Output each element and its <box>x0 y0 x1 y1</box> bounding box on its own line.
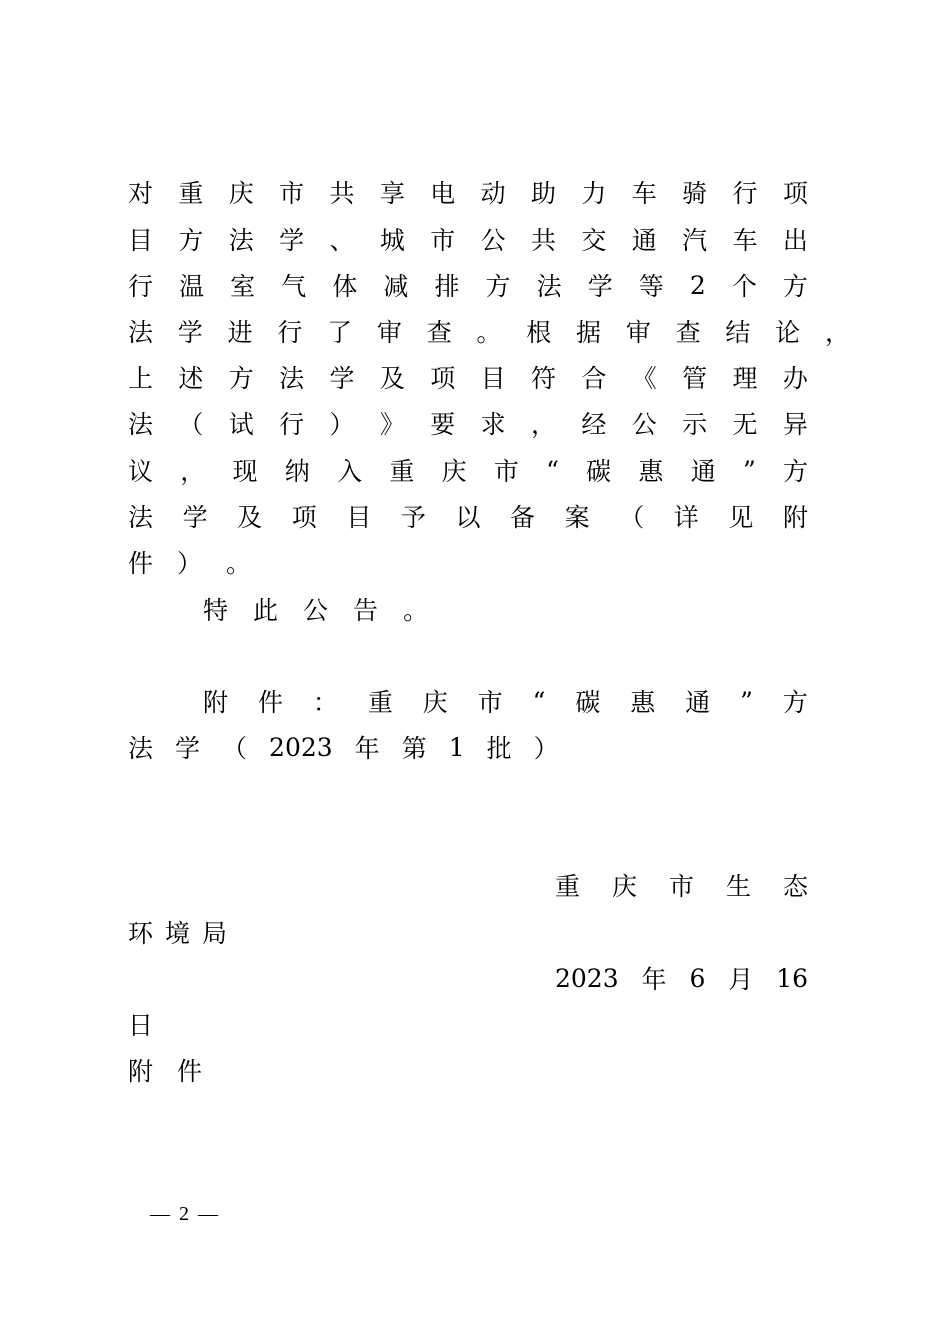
glyph: 法 <box>128 734 154 763</box>
glyph: 符 <box>531 364 557 393</box>
glyph: 惠 <box>630 688 656 717</box>
glyph: 助 <box>531 179 557 208</box>
glyph: 第 <box>401 734 427 763</box>
glyph: ” <box>742 455 756 485</box>
glyph: 法 <box>128 410 154 439</box>
glyph: 对 <box>128 179 154 208</box>
glyph: 要 <box>430 410 456 439</box>
glyph: 上 <box>128 364 154 393</box>
glyph: ， <box>824 318 850 347</box>
glyph: 温 <box>179 272 205 301</box>
glyph: 法 <box>228 226 254 255</box>
glyph: 及 <box>379 364 405 393</box>
closing-statement <box>203 589 883 629</box>
glyph: 体 <box>332 272 358 301</box>
glyph: 。 <box>226 549 252 578</box>
glyph: 查 <box>675 318 701 347</box>
glyph: 件 <box>128 549 154 578</box>
glyph: ） <box>329 410 355 439</box>
glyph: 合 <box>581 364 607 393</box>
issuer-line-1 <box>555 865 808 905</box>
glyph: 态 <box>782 872 808 901</box>
glyph: 方 <box>485 272 511 301</box>
glyph: “ <box>532 686 546 716</box>
glyph: 备 <box>510 503 536 532</box>
glyph: 告 <box>353 596 379 625</box>
glyph: 经 <box>581 410 607 439</box>
glyph: 汽 <box>682 226 708 255</box>
glyph: 法 <box>536 272 562 301</box>
glyph: 学 <box>279 226 305 255</box>
glyph: 目 <box>128 226 154 255</box>
glyph: 了 <box>327 318 353 347</box>
body-line-7 <box>128 450 808 490</box>
glyph: 公 <box>303 596 329 625</box>
body-line-3 <box>128 265 808 305</box>
glyph: 根 <box>526 318 552 347</box>
glyph: 目 <box>346 503 372 532</box>
glyph: 行 <box>277 318 303 347</box>
glyph: （ <box>178 410 204 439</box>
glyph: 、 <box>329 226 355 255</box>
glyph: 电 <box>430 179 456 208</box>
glyph: 等 <box>638 272 664 301</box>
glyph: ， <box>531 410 557 439</box>
glyph: 共 <box>531 226 557 255</box>
glyph: 2023 <box>555 963 619 993</box>
issuer-line-2 <box>128 912 808 952</box>
glyph: 庆 <box>441 457 467 486</box>
attachment-note-line-1 <box>203 681 808 721</box>
glyph: 附 <box>128 1057 154 1086</box>
glyph: 方 <box>782 688 808 717</box>
glyph: ） <box>177 549 203 578</box>
glyph: 管 <box>682 364 708 393</box>
date-line-2 <box>128 1004 808 1044</box>
glyph: 年 <box>354 734 380 763</box>
glyph: 学 <box>177 318 203 347</box>
glyph: 法 <box>128 503 154 532</box>
glyph: 示 <box>682 410 708 439</box>
glyph: 目 <box>480 364 506 393</box>
glyph: 学 <box>587 272 613 301</box>
body-line-4 <box>128 311 850 351</box>
glyph: 市 <box>668 872 694 901</box>
glyph: 庆 <box>228 179 254 208</box>
body-line-5 <box>128 357 808 397</box>
glyph: 及 <box>237 503 263 532</box>
glyph: 市 <box>430 226 456 255</box>
glyph: ： <box>312 688 338 717</box>
glyph: 车 <box>631 179 657 208</box>
glyph: 项 <box>430 364 456 393</box>
glyph: 法 <box>128 318 154 347</box>
glyph: 行 <box>128 272 154 301</box>
glyph: 试 <box>228 410 254 439</box>
glyph: 排 <box>434 272 460 301</box>
glyph: 审 <box>625 318 651 347</box>
glyph: 碳 <box>586 457 612 486</box>
glyph: 项 <box>291 503 317 532</box>
glyph: 理 <box>732 364 758 393</box>
glyph: 方 <box>782 457 808 486</box>
glyph: 年 <box>641 965 667 994</box>
glyph: 境 <box>165 919 191 948</box>
glyph: 碳 <box>575 688 601 717</box>
glyph: 日 <box>128 1011 154 1040</box>
glyph: 1 <box>448 732 465 762</box>
glyph: 异 <box>782 410 808 439</box>
glyph: 力 <box>581 179 607 208</box>
glyph: 气 <box>281 272 307 301</box>
glyph: 查 <box>426 318 452 347</box>
glyph: 《 <box>631 364 657 393</box>
glyph: 。 <box>476 318 502 347</box>
glyph: 重 <box>389 457 415 486</box>
glyph: 个 <box>731 272 757 301</box>
glyph: 》 <box>379 410 405 439</box>
glyph: 骑 <box>682 179 708 208</box>
glyph: 项 <box>782 179 808 208</box>
glyph: 6 <box>689 963 706 993</box>
glyph: 入 <box>337 457 363 486</box>
glyph: 市 <box>493 457 519 486</box>
glyph: （ <box>222 734 248 763</box>
glyph: 进 <box>227 318 253 347</box>
glyph: 据 <box>576 318 602 347</box>
glyph: 重 <box>367 688 393 717</box>
glyph: 方 <box>178 226 204 255</box>
page-number: — 2 — <box>150 1203 220 1225</box>
glyph: 交 <box>581 226 607 255</box>
glyph: 现 <box>232 457 258 486</box>
glyph: 环 <box>128 919 154 948</box>
glyph: 附 <box>203 688 229 717</box>
glyph: 动 <box>480 179 506 208</box>
glyph: 学 <box>175 734 201 763</box>
glyph: 案 <box>564 503 590 532</box>
appendix-label <box>128 1050 808 1090</box>
glyph: 纳 <box>284 457 310 486</box>
glyph: 议 <box>128 457 154 486</box>
glyph: “ <box>546 455 559 485</box>
body-line-9 <box>128 542 808 582</box>
glyph: 件 <box>257 688 283 717</box>
glyph: 述 <box>178 364 204 393</box>
glyph: 。 <box>403 596 429 625</box>
glyph: 详 <box>673 503 699 532</box>
glyph: 公 <box>480 226 506 255</box>
glyph: 庆 <box>422 688 448 717</box>
glyph: 惠 <box>638 457 664 486</box>
glyph: 方 <box>782 272 808 301</box>
glyph: 批 <box>486 734 512 763</box>
glyph: 市 <box>477 688 503 717</box>
glyph: 件 <box>177 1057 203 1086</box>
glyph: 局 <box>202 919 228 948</box>
glyph: 享 <box>379 179 405 208</box>
glyph: 通 <box>690 457 716 486</box>
glyph: （ <box>619 503 645 532</box>
glyph: 附 <box>782 503 808 532</box>
glyph: 审 <box>376 318 402 347</box>
glyph: ） <box>533 734 559 763</box>
glyph: 市 <box>279 179 305 208</box>
glyph: 以 <box>455 503 481 532</box>
glyph: 重 <box>178 179 204 208</box>
glyph: 庆 <box>611 872 637 901</box>
body-line-8 <box>128 496 808 536</box>
glyph: 予 <box>400 503 426 532</box>
glyph: 结 <box>725 318 751 347</box>
attachment-note-line-2 <box>128 727 808 767</box>
glyph: 法 <box>279 364 305 393</box>
glyph: 2023 <box>269 732 333 762</box>
glyph: 特 <box>203 596 229 625</box>
glyph: ” <box>740 686 753 716</box>
glyph: 共 <box>329 179 355 208</box>
glyph: 2 <box>689 270 706 300</box>
glyph: 行 <box>732 179 758 208</box>
glyph: 城 <box>379 226 405 255</box>
glyph: 见 <box>728 503 754 532</box>
glyph: 减 <box>383 272 409 301</box>
glyph: 学 <box>329 364 355 393</box>
glyph: 月 <box>728 965 754 994</box>
glyph: 无 <box>732 410 758 439</box>
glyph: 学 <box>182 503 208 532</box>
glyph: 求 <box>480 410 506 439</box>
glyph: ， <box>180 457 206 486</box>
glyph: 论 <box>775 318 801 347</box>
glyph: 通 <box>631 226 657 255</box>
body-line-6 <box>128 403 808 443</box>
body-line-1 <box>128 172 808 212</box>
glyph: 出 <box>782 226 808 255</box>
glyph: 室 <box>230 272 256 301</box>
glyph: 行 <box>279 410 305 439</box>
glyph: 重 <box>555 872 581 901</box>
date-line-1 <box>555 958 808 998</box>
glyph: 办 <box>782 364 808 393</box>
glyph: 方 <box>228 364 254 393</box>
glyph: 生 <box>725 872 751 901</box>
glyph: 此 <box>253 596 279 625</box>
glyph: 16 <box>776 963 808 993</box>
body-line-2 <box>128 219 808 259</box>
glyph: 通 <box>685 688 711 717</box>
glyph: 车 <box>732 226 758 255</box>
glyph: 公 <box>631 410 657 439</box>
